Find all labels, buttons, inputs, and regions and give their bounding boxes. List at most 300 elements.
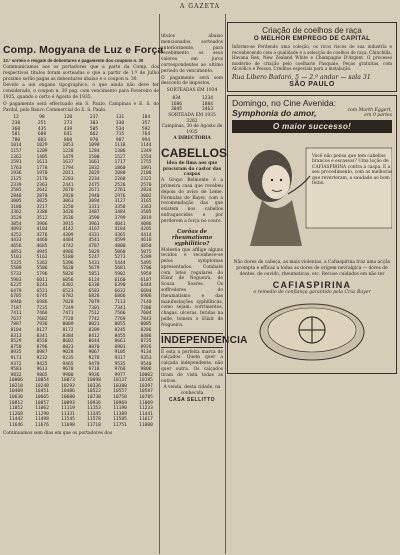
number-cell: 8286 [140, 327, 152, 333]
number-cell: 9067 [88, 350, 100, 356]
number-cell: 10758 [113, 395, 127, 401]
number-cell: 7466 [36, 311, 48, 317]
number-cell: 10969 [113, 400, 127, 406]
number-cell: 11290 [35, 411, 49, 417]
number-cell: 7187 [10, 305, 22, 311]
number-cell: 1479 [62, 154, 74, 160]
number-cell: 3363 [140, 204, 152, 210]
intro-text-2: O pagamento será sem desconto de impostos. [161, 75, 223, 87]
number-cell: 2475 [88, 182, 100, 188]
number-cell: 6124 [88, 277, 100, 283]
number-cell: 4945 [36, 249, 48, 255]
number-cell: 4252 [10, 232, 22, 238]
number-cell: 3915 [62, 221, 74, 227]
number-cell: 2080 [114, 171, 126, 177]
number-cell: 1763 [10, 165, 22, 171]
number-cell: 7512 [88, 311, 100, 317]
number-cell: 3512 [36, 216, 48, 222]
number-cell: 6632 [114, 288, 126, 294]
number-cell: 10185 [139, 378, 153, 384]
number-cell: 6694 [140, 288, 152, 294]
number-cell: 1500 [88, 154, 100, 160]
number-cell: 9900 [62, 372, 74, 378]
number-cell: 9317 [114, 355, 126, 361]
number-cell: 9977 [114, 372, 126, 378]
number-cell: 3963 [88, 221, 100, 227]
number-cell: 5029 [88, 249, 100, 255]
notice-paragraph: Devido a um engano tipographico, o que ainda não deve ter considerado, o coupon n. 30 pag. com vencimento para Fevereiro de 1935, quando o certo é Agosto de 1935. [3, 83, 159, 100]
number-cell: 11751 [113, 423, 127, 429]
notice-paragraph: Communicamos aos os portadores que a parte da Comp. dos respectivos titulos foram sorteadas e que a partir de 1.º de Julho proximo serão pagas as debentures abaixo e o coupon n. 30. [3, 65, 159, 82]
number-cell: 9353 [140, 355, 152, 361]
number-cell: 4093 [10, 227, 22, 233]
number-cell: 2011 [62, 171, 74, 177]
number-cell: 8870 [88, 344, 100, 350]
number-cell: 1118 [114, 143, 126, 149]
number-cell: 11345 [87, 411, 101, 417]
number-cell: 11578 [87, 417, 101, 423]
number-cell: 251 [37, 120, 47, 126]
number-cell: 7887 [10, 322, 22, 328]
number-cell: 5101 [10, 255, 22, 261]
number-cell: 5495 [140, 260, 152, 266]
number-cell: 10730 [87, 395, 101, 401]
number-cell: 11119 [61, 406, 75, 412]
number-cell: 10292 [61, 383, 75, 389]
number-cell: 6705 [10, 294, 22, 300]
number-cell: 9718 [88, 367, 100, 373]
number-cell: 3002 [140, 193, 152, 199]
number-cell: 9865 [36, 372, 48, 378]
number-cell: 7113 [114, 299, 126, 305]
number-cell: 4414 [140, 232, 152, 238]
number-cell: 9232 [36, 355, 48, 361]
cafiaspirina-tablet-illustration [232, 296, 392, 366]
number-cell: 4599 [114, 238, 126, 244]
number-cell: 9278 [88, 355, 100, 361]
number-cell: 1936 [10, 171, 22, 177]
number-cell: 4331 [88, 232, 100, 238]
illustration-caption: Você não pensa que tem cabellos brancos e escassos? Uma loção de CAFIASPIRINA contra a caspa. E a seu procedimento, com as melhoras que reverteram, a saudade ao bom feitio. [312, 153, 393, 186]
number-cell: 273 [63, 120, 73, 126]
number-cell: 6583 [88, 288, 100, 294]
number-cell: 6866 [114, 294, 126, 300]
sorted-cell: 834 [172, 95, 181, 101]
number-cell: 2108 [140, 171, 152, 177]
number-cell: 1717 [114, 160, 126, 166]
number-cell: 2029 [88, 171, 100, 177]
number-cell: 5733 [10, 272, 22, 277]
number-cell: 5075 [140, 249, 152, 255]
number-cell: 10857 [35, 400, 49, 406]
number-cell: 8104 [10, 327, 22, 333]
number-cell: 2268 [114, 176, 126, 182]
number-cell: 10557 [113, 389, 127, 395]
number-cell: 7566 [114, 311, 126, 317]
rabbit-ad-address: Rua Libero Badaró, 5 — 2.º andar — sala 31 [232, 73, 371, 81]
number-cell: 6160 [114, 277, 126, 283]
number-cell: 2526 [114, 182, 126, 188]
notice-paragraph: O pagamento será effectuado em S. Paulo, Campinas e E. S. do Pardal, pelo Banco Commercial do E. S. Paulo. [3, 101, 159, 113]
number-cell: 3358 [114, 204, 126, 210]
number-cell: 10680 [61, 395, 75, 401]
number-cell: 3819 [140, 216, 152, 222]
number-cell: 5796 [36, 272, 48, 277]
number-cell: 8758 [10, 344, 22, 350]
independencia-body: É esta a perfeita marca de calçados. Quem quer a calçada independente, não quer outra. Os calçados tiram de vista todas as outras. [161, 349, 223, 384]
number-cell: 8529 [10, 339, 22, 345]
number-cell: 10137 [113, 378, 127, 384]
number-cell: 1098 [88, 143, 100, 149]
number-cell: 11062 [35, 406, 49, 412]
number-cell: 230 [11, 120, 21, 126]
number-cell: 4742 [62, 244, 74, 250]
number-cell: 10812 [9, 400, 23, 406]
number-cell: 6390 [114, 283, 126, 289]
number-cell: 3487 [88, 210, 100, 216]
number-cell: 2834 [140, 188, 152, 194]
number-cell: 2322 [140, 176, 152, 182]
number-cell: 9105 [114, 350, 126, 356]
number-cell: 11676 [35, 423, 49, 429]
number-cell: 1778 [36, 165, 48, 171]
number-cell: 662 [89, 132, 99, 138]
company-title: Comp. Mogyana de Luz e Força [3, 44, 164, 56]
number-cell: 4986 [62, 249, 74, 255]
directorate: A DIRECTORIA [173, 135, 211, 141]
number-cell: 764 [141, 132, 151, 138]
number-cell: 6444 [140, 283, 152, 289]
number-cell: 3484 [114, 210, 126, 216]
number-cell: 2671 [88, 188, 100, 194]
number-cell: 4041 [114, 221, 126, 227]
number-cell: 3127 [114, 199, 126, 205]
number-cell: 7682 [36, 316, 48, 322]
coroa-heading: Corôas de rheumatismo syphilitico? [171, 228, 213, 247]
number-cell: 9425 [36, 361, 48, 367]
number-cell: 10006 [9, 378, 23, 384]
number-cell: 11441 [139, 411, 153, 417]
number-cell: 10098 [87, 378, 101, 384]
number-cell: 3505 [140, 210, 152, 216]
number-cell: 10002 [139, 372, 153, 378]
number-cell: 8021 [88, 322, 100, 328]
casa-sellitto: CASA SELLITTO [169, 397, 215, 404]
number-cell: 6521 [36, 288, 48, 294]
number-cell: 8987 [36, 350, 48, 356]
number-cell: 3165 [140, 199, 152, 205]
number-cell: 5289 [140, 255, 152, 261]
number-cell: 11052 [9, 406, 23, 412]
number-cell: 7028 [62, 299, 74, 305]
number-cell: 8735 [140, 339, 152, 345]
number-cell: 9768 [114, 367, 126, 373]
sorted-number: 3262 [186, 118, 198, 124]
number-cell: 7411 [10, 311, 22, 317]
rabbit-ad-city: SÃO PAULO [289, 80, 335, 88]
number-cell: 5273 [114, 255, 126, 261]
number-cell: 11233 [139, 406, 153, 412]
number-cell: 2203 [62, 176, 74, 182]
rabbit-ad-title: Criação de coelhos de raça [262, 26, 362, 35]
number-cell: 3005 [10, 199, 22, 205]
number-cell: 3250 [62, 204, 74, 210]
number-cell: 8796 [36, 344, 48, 350]
number-cell: 9173 [10, 355, 22, 361]
left-column [3, 34, 164, 436]
number-cell: 9613 [36, 367, 48, 373]
number-cell: 1637 [62, 160, 74, 166]
number-cell: 7742 [88, 316, 100, 322]
number-cell: 8341 [36, 333, 48, 339]
number-cell: 10451 [35, 389, 49, 395]
number-cell: 4850 [140, 244, 152, 250]
number-cell: 9936 [88, 372, 100, 378]
number-cell: 439 [63, 126, 73, 132]
number-cell: 4853 [10, 249, 22, 255]
number-cell: 4086 [140, 221, 152, 227]
number-cell: 1891 [140, 165, 152, 171]
number-cell: 11331 [61, 411, 75, 417]
cine-ad-cast: com Marth Eggert, em 9 partes [347, 107, 392, 118]
number-cell: 7769 [114, 316, 126, 322]
number-cell: 8384 [62, 333, 74, 339]
number-cell: 1860 [114, 165, 126, 171]
number-cell: 8172 [62, 327, 74, 333]
number-cell: 3536 [62, 216, 74, 222]
number-cell: 10073 [61, 378, 75, 384]
number-cell: 10522 [87, 389, 101, 395]
number-cell: 3180 [10, 204, 22, 210]
number-cell: 3217 [36, 204, 48, 210]
number-cell: 11646 [9, 423, 23, 429]
number-cell: 8602 [62, 339, 74, 345]
number-cell: 994 [141, 137, 151, 143]
number-cell: 9540 [140, 361, 152, 367]
number-cell: 3426 [62, 210, 74, 216]
number-cell: 330 [115, 120, 125, 126]
number-cell: 608 [37, 132, 47, 138]
number-cell: 1613 [36, 160, 48, 166]
number-cell: 2234 [88, 176, 100, 182]
number-cell: 4484 [62, 238, 74, 244]
number-cell: 2125 [10, 176, 22, 182]
number-cell: 10218 [9, 383, 23, 389]
number-cell: 2441 [62, 182, 74, 188]
sorted-heading-2: SORTEADA EM 1935 [168, 112, 216, 118]
number-cell: 4309 [62, 232, 74, 238]
number-cell: 11718 [87, 423, 101, 429]
cine-ad-film-row [232, 108, 392, 118]
number-cell: 8901 [114, 344, 126, 350]
number-cell: 5681 [114, 266, 126, 272]
number-cell: 11153 [87, 406, 101, 412]
coroa-body: Molestia que afflige alguns tecidos e reconhece-se pelos symptomas apresentados. Combate com lotes regulares do Elixir de Nogueira, de Souza Soares. Os soffredores do rheumatismo e das manifestações syphiliticas, como sejam: corrimentos, chagas, ulceras, feridas na pelle, tomem o Elixir de Nogueira. [161, 247, 223, 328]
number-cell: 10054 [35, 378, 49, 384]
number-cell: 5444 [114, 260, 126, 266]
number-cell: 2878 [36, 193, 48, 199]
number-cell: 2339 [10, 182, 22, 188]
number-cell: 1284 [88, 148, 100, 154]
number-cell: 8661 [114, 339, 126, 345]
number-cell: 357 [141, 120, 151, 126]
number-cell: 715 [115, 132, 125, 138]
number-cell: 8313 [10, 333, 22, 339]
number-cell: 10893 [61, 400, 75, 406]
number-cell: 6187 [140, 277, 152, 283]
number-cell: 6782 [62, 294, 74, 300]
number-cell: 184 [141, 115, 151, 121]
number-cell: 10486 [61, 389, 75, 395]
number-cell: 5162 [36, 255, 48, 261]
footer-line: Continuamos sem dias em que os portadores dos [3, 430, 113, 436]
number-cell: 8085 [140, 322, 152, 328]
number-cell: 5620 [62, 266, 74, 272]
number-cell: 2570 [140, 182, 152, 188]
number-cell: 11698 [61, 423, 75, 429]
number-cell: 3529 [10, 216, 22, 222]
number-cell: 2976 [114, 193, 126, 199]
number-cell: 9372 [10, 361, 22, 367]
number-cell: 435 [37, 126, 47, 132]
number-cell: 4167 [88, 227, 100, 233]
date-line: Campinas, 30 de Agosto de 1935 [161, 124, 223, 136]
number-cell: 1014 [10, 143, 22, 149]
number-cell: 5706 [140, 266, 152, 272]
number-cell: 5431 [88, 260, 100, 266]
number-cell: 1157 [10, 148, 22, 154]
middle-column [161, 34, 248, 404]
number-cell: 9806 [140, 367, 152, 373]
number-cell: 5826 [62, 272, 74, 277]
number-cell: 11389 [113, 411, 127, 417]
number-cell: 2920 [62, 193, 74, 199]
number-cell: 12 [13, 115, 19, 121]
number-cell: 9535 [114, 361, 126, 367]
number-cell: 8935 [10, 350, 22, 356]
rabbit-ad-subtitle: O MELHOR EMPREGO DE CAPITAL [253, 35, 371, 42]
number-cell: 10409 [9, 389, 23, 395]
number-cell: 5060 [114, 249, 126, 255]
number-cell: 6225 [10, 283, 22, 289]
cabelos-body: A Grupo Belmonte é a primeira casa que recebeu depois do aviso de Leme. Fórmulas de Bayer, com a recomendação das que existem nos cabellos enfraquecidos e por perderem a força no couro. [161, 178, 223, 224]
number-cell: 3094 [88, 199, 100, 205]
sorted-cell: 1686 [170, 101, 183, 107]
number-cell: 581 [11, 132, 21, 138]
number-cell: 7637 [10, 316, 22, 322]
number-cell: 237 [89, 115, 99, 121]
number-cell: 10380 [113, 383, 127, 389]
number-cell: 9832 [10, 372, 22, 378]
number-cell: 7471 [62, 311, 74, 317]
number-cell: 120 [63, 115, 73, 121]
number-cell: 8127 [36, 327, 48, 333]
number-row [3, 423, 159, 429]
number-cell: 987 [115, 137, 125, 143]
number-cell: 7843 [140, 316, 152, 322]
number-cell: 1209 [36, 148, 48, 154]
number-cell: 3362 [10, 210, 22, 216]
number-cell: 11009 [139, 400, 153, 406]
number-cell: 4460 [36, 238, 48, 244]
number-cell: 534 [115, 126, 125, 132]
number-cell: 7301 [88, 305, 100, 311]
number-cell: 6011 [36, 277, 48, 283]
number-cell: 6828 [88, 294, 100, 300]
independencia-end: A venda, desta cidade, na conhecida [163, 385, 221, 397]
number-cell: 9028 [62, 350, 74, 356]
number-cell: 5851 [88, 272, 100, 277]
sorted-cell: 1234 [201, 95, 214, 101]
number-cell: 5509 [10, 266, 22, 272]
number-cell: 11190 [113, 406, 127, 412]
number-cell: 10665 [35, 395, 49, 401]
number-cell: 1832 [88, 165, 100, 171]
number-cell: 3388 [36, 210, 48, 216]
number-cell: 1661 [88, 160, 100, 166]
number-cell: 780 [11, 137, 21, 143]
column-rule [225, 14, 226, 554]
cabelos-heading: CABELLOS [161, 145, 227, 160]
number-cell: 3025 [36, 199, 48, 205]
number-cell: 3590 [88, 216, 100, 222]
number-cell: 1144 [140, 143, 152, 149]
number-cell: 1362 [10, 154, 22, 160]
number-cell: 11800 [139, 423, 153, 429]
number-cell: 11617 [139, 417, 153, 423]
number-cell: 1228 [62, 148, 74, 154]
number-cell: 5180 [62, 255, 74, 261]
number-cell: 860 [63, 137, 73, 143]
number-cell: 4800 [114, 244, 126, 250]
number-cell: 5247 [88, 255, 100, 261]
number-cell: 11442 [9, 417, 23, 423]
number-cell: 8644 [88, 339, 100, 345]
running-head: A GAZETA [180, 3, 220, 10]
number-cell: 1554 [140, 154, 152, 160]
number-cell: 1794 [62, 165, 74, 171]
number-cell: 2642 [36, 188, 48, 194]
number-cell: 10336 [87, 383, 101, 389]
number-cell: 4685 [36, 244, 48, 250]
sorted-cell: 3045 [170, 107, 183, 113]
number-cell: 8055 [114, 322, 126, 328]
number-cell: 9465 [62, 361, 74, 367]
number-cell: 8209 [88, 327, 100, 333]
number-cell: 11545 [61, 417, 75, 423]
number-cell: 2940 [88, 193, 100, 199]
rabbit-ad [227, 22, 397, 92]
cine-ad-heading: Domingo, no Cine Avenida: [232, 97, 336, 108]
number-cell: 2170 [36, 176, 48, 182]
sorted-cell: 1884 [201, 101, 214, 107]
number-cell: 5679 [88, 266, 100, 272]
number-cell: 7386 [140, 305, 152, 311]
number-cell: 8412 [88, 333, 100, 339]
cine-ad-film: Symphonia do amor, [232, 107, 317, 118]
number-cell: 5902 [114, 272, 126, 277]
cafiaspirina-illustration [232, 136, 392, 256]
cine-ad-banner: O maior successo! [232, 120, 392, 133]
number-cell: 1591 [10, 160, 22, 166]
number-cell: 6940 [10, 299, 22, 305]
sorted-cell: 3463 [201, 107, 214, 113]
number-cell: 7936 [36, 322, 48, 328]
number-cell: 11498 [35, 417, 49, 423]
number-cell: 1306 [114, 148, 126, 154]
number-cell: 8009 [62, 322, 74, 328]
number-cell: 3906 [36, 221, 48, 227]
